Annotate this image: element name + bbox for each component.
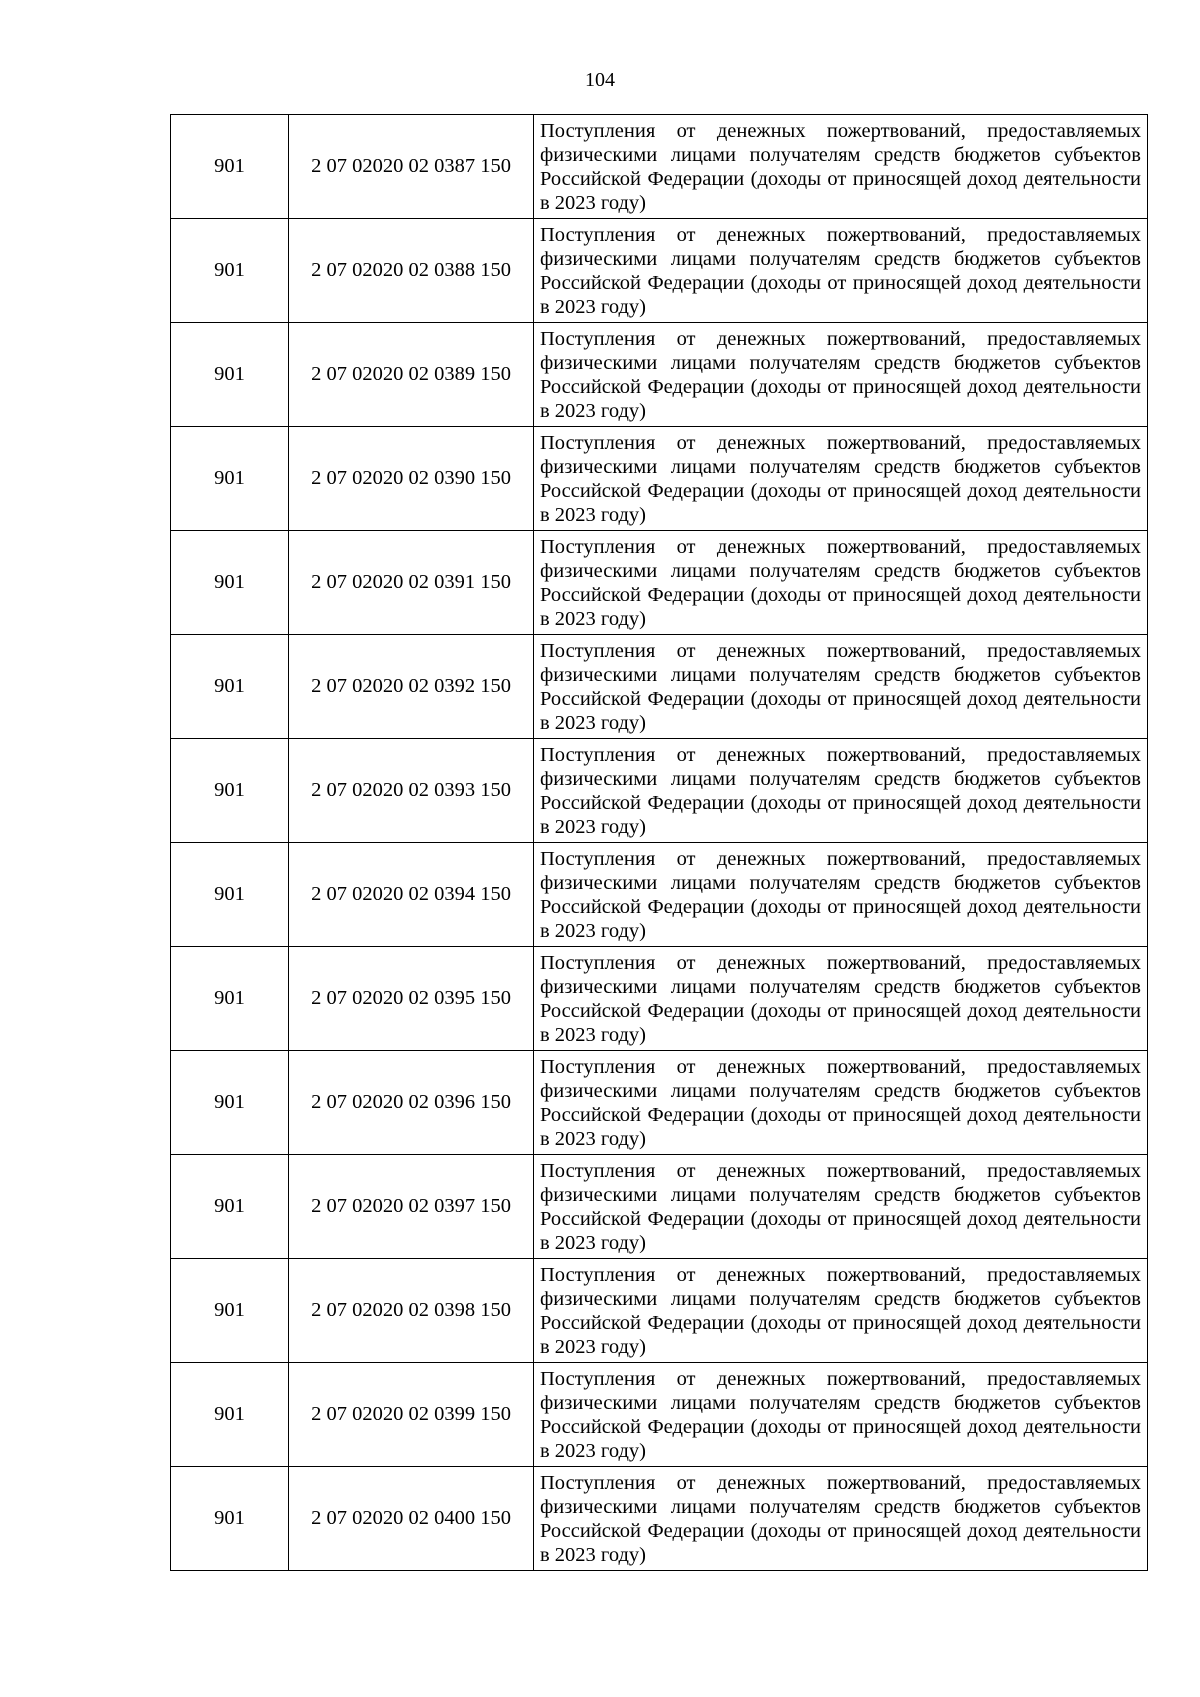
table-row xyxy=(171,1051,1148,1155)
table-body xyxy=(171,115,1148,1571)
budget-code-cell: 2 07 02020 02 0392 150 xyxy=(289,635,534,739)
description-cell xyxy=(534,739,1148,843)
budget-code-cell: 2 07 02020 02 0400 150 xyxy=(289,1467,534,1571)
admin-code-cell: 901 xyxy=(171,1363,289,1467)
table-row xyxy=(171,115,1148,219)
budget-code-cell: 2 07 02020 02 0398 150 xyxy=(289,1259,534,1363)
table-row xyxy=(171,947,1148,1051)
table-row xyxy=(171,1363,1148,1467)
description-text: Поступления от денежных пожертвований, предоставляемых физическими лицами получателям средств бюджетов субъектов Российской Федерации (доходы от приносящей доход деятельности в 2023 году) xyxy=(540,432,1141,526)
description-cell xyxy=(534,843,1148,947)
admin-code-cell: 901 xyxy=(171,1259,289,1363)
table-row xyxy=(171,1259,1148,1363)
table-row xyxy=(171,1467,1148,1571)
table-row xyxy=(171,323,1148,427)
description-cell xyxy=(534,323,1148,427)
admin-code-cell: 901 xyxy=(171,323,289,427)
admin-code-cell: 901 xyxy=(171,947,289,1051)
description-text: Поступления от денежных пожертвований, предоставляемых физическими лицами получателям средств бюджетов субъектов Российской Федерации (доходы от приносящей доход деятельности в 2023 году) xyxy=(540,1264,1141,1358)
description-cell xyxy=(534,635,1148,739)
description-text: Поступления от денежных пожертвований, предоставляемых физическими лицами получателям средств бюджетов субъектов Российской Федерации (доходы от приносящей доход деятельности в 2023 году) xyxy=(540,120,1141,214)
description-cell xyxy=(534,1259,1148,1363)
admin-code-cell: 901 xyxy=(171,1467,289,1571)
budget-code-cell: 2 07 02020 02 0389 150 xyxy=(289,323,534,427)
budget-code-cell: 2 07 02020 02 0394 150 xyxy=(289,843,534,947)
description-text: Поступления от денежных пожертвований, предоставляемых физическими лицами получателям средств бюджетов субъектов Российской Федерации (доходы от приносящей доход деятельности в 2023 году) xyxy=(540,224,1141,318)
description-cell xyxy=(534,1155,1148,1259)
budget-code-cell: 2 07 02020 02 0390 150 xyxy=(289,427,534,531)
budget-code-cell: 2 07 02020 02 0387 150 xyxy=(289,115,534,219)
admin-code-cell: 901 xyxy=(171,739,289,843)
description-cell xyxy=(534,531,1148,635)
description-text: Поступления от денежных пожертвований, предоставляемых физическими лицами получателям средств бюджетов субъектов Российской Федерации (доходы от приносящей доход деятельности в 2023 году) xyxy=(540,536,1141,630)
table-row xyxy=(171,219,1148,323)
description-text: Поступления от денежных пожертвований, предоставляемых физическими лицами получателям средств бюджетов субъектов Российской Федерации (доходы от приносящей доход деятельности в 2023 году) xyxy=(540,328,1141,422)
admin-code-cell: 901 xyxy=(171,115,289,219)
admin-code-cell: 901 xyxy=(171,219,289,323)
description-cell xyxy=(534,947,1148,1051)
description-text: Поступления от денежных пожертвований, предоставляемых физическими лицами получателям средств бюджетов субъектов Российской Федерации (доходы от приносящей доход деятельности в 2023 году) xyxy=(540,744,1141,838)
description-text: Поступления от денежных пожертвований, предоставляемых физическими лицами получателям средств бюджетов субъектов Российской Федерации (доходы от приносящей доход деятельности в 2023 году) xyxy=(540,1368,1141,1462)
admin-code-cell: 901 xyxy=(171,427,289,531)
admin-code-cell: 901 xyxy=(171,843,289,947)
table-row xyxy=(171,427,1148,531)
description-cell xyxy=(534,219,1148,323)
table-row xyxy=(171,739,1148,843)
admin-code-cell: 901 xyxy=(171,635,289,739)
budget-code-cell: 2 07 02020 02 0396 150 xyxy=(289,1051,534,1155)
description-text: Поступления от денежных пожертвований, предоставляемых физическими лицами получателям средств бюджетов субъектов Российской Федерации (доходы от приносящей доход деятельности в 2023 году) xyxy=(540,1472,1141,1566)
budget-code-cell: 2 07 02020 02 0397 150 xyxy=(289,1155,534,1259)
budget-code-cell: 2 07 02020 02 0391 150 xyxy=(289,531,534,635)
description-cell xyxy=(534,115,1148,219)
table-row xyxy=(171,635,1148,739)
page-number: 104 xyxy=(585,69,615,91)
description-cell xyxy=(534,1363,1148,1467)
revenue-classification-table xyxy=(170,114,1148,1571)
table-row xyxy=(171,1155,1148,1259)
description-cell xyxy=(534,1467,1148,1571)
description-cell xyxy=(534,1051,1148,1155)
table-row xyxy=(171,843,1148,947)
table-row xyxy=(171,531,1148,635)
budget-code-cell: 2 07 02020 02 0395 150 xyxy=(289,947,534,1051)
description-text: Поступления от денежных пожертвований, предоставляемых физическими лицами получателям средств бюджетов субъектов Российской Федерации (доходы от приносящей доход деятельности в 2023 году) xyxy=(540,1160,1141,1254)
description-cell xyxy=(534,427,1148,531)
admin-code-cell: 901 xyxy=(171,531,289,635)
description-text: Поступления от денежных пожертвований, предоставляемых физическими лицами получателям средств бюджетов субъектов Российской Федерации (доходы от приносящей доход деятельности в 2023 году) xyxy=(540,1056,1141,1150)
admin-code-cell: 901 xyxy=(171,1155,289,1259)
budget-code-cell: 2 07 02020 02 0393 150 xyxy=(289,739,534,843)
budget-code-cell: 2 07 02020 02 0399 150 xyxy=(289,1363,534,1467)
budget-code-cell: 2 07 02020 02 0388 150 xyxy=(289,219,534,323)
description-text: Поступления от денежных пожертвований, предоставляемых физическими лицами получателям средств бюджетов субъектов Российской Федерации (доходы от приносящей доход деятельности в 2023 году) xyxy=(540,848,1141,942)
description-text: Поступления от денежных пожертвований, предоставляемых физическими лицами получателям средств бюджетов субъектов Российской Федерации (доходы от приносящей доход деятельности в 2023 году) xyxy=(540,952,1141,1046)
description-text: Поступления от денежных пожертвований, предоставляемых физическими лицами получателям средств бюджетов субъектов Российской Федерации (доходы от приносящей доход деятельности в 2023 году) xyxy=(540,640,1141,734)
admin-code-cell: 901 xyxy=(171,1051,289,1155)
